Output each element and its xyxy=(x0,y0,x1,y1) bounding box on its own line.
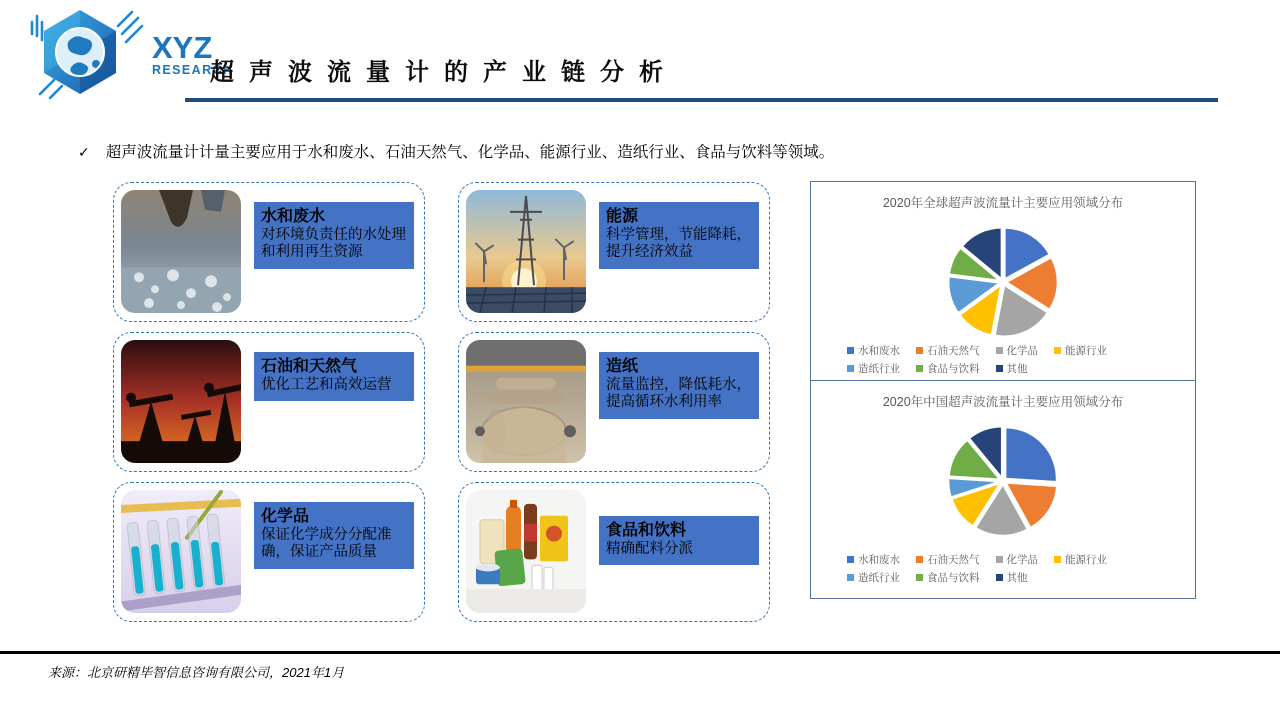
legend-item xyxy=(1054,343,1107,358)
legend-label: 水和废水 xyxy=(858,554,900,566)
logo-brand: XYZ xyxy=(152,30,213,66)
card-oil-gas xyxy=(113,332,425,472)
global-pie-chart xyxy=(933,223,1073,341)
legend-row xyxy=(847,343,1159,358)
paper-image xyxy=(466,340,586,463)
card-energy xyxy=(458,182,770,322)
legend-item xyxy=(916,343,980,358)
checkmark-icon: ✓ xyxy=(78,144,90,160)
legend-label: 能源行业 xyxy=(1065,345,1107,357)
card-textbox xyxy=(254,202,414,269)
card-textbox xyxy=(599,352,759,419)
card-title: 能源 xyxy=(606,208,639,225)
legend-label: 其他 xyxy=(1006,572,1028,584)
card-water-wastewater xyxy=(113,182,425,322)
legend-item xyxy=(916,552,980,567)
legend-item xyxy=(916,570,980,585)
intro-text: 超声波流量计计量主要应用于水和废水、石油天然气、化学品、能源行业、造纸行业、食品与饮料等领域。 xyxy=(105,144,835,161)
legend-label: 化学品 xyxy=(1006,345,1038,357)
legend-label: 食品与饮料 xyxy=(927,363,980,375)
legend-item xyxy=(916,361,980,376)
chart-title: 2020年全球超声波流量计主要应用领域分布 xyxy=(882,196,1124,210)
logo xyxy=(28,4,233,100)
legend-label: 造纸行业 xyxy=(858,572,900,584)
legend-swatch-icon xyxy=(847,347,854,354)
legend-swatch-icon xyxy=(1054,556,1061,563)
legend-swatch-icon xyxy=(916,347,923,354)
card-desc: 流量监控，降低耗水，提高循环水利用率 xyxy=(606,377,751,411)
card-food-beverage xyxy=(458,482,770,622)
title-underline xyxy=(185,98,1218,102)
legend-row xyxy=(847,552,1159,567)
card-title: 石油和天然气 xyxy=(261,358,358,375)
card-title: 化学品 xyxy=(261,508,310,525)
legend-label: 造纸行业 xyxy=(858,363,900,375)
card-desc: 优化工艺和高效运营 xyxy=(261,377,392,393)
legend-swatch-icon xyxy=(996,347,1003,354)
legend-label: 能源行业 xyxy=(1065,554,1107,566)
chart-global xyxy=(810,181,1196,381)
card-chemicals xyxy=(113,482,425,622)
legend-label: 食品与饮料 xyxy=(927,572,980,584)
pie-slice-0 xyxy=(1006,428,1057,482)
legend-swatch-icon xyxy=(996,556,1003,563)
legend-swatch-icon xyxy=(996,365,1003,372)
legend-row xyxy=(847,570,1159,585)
legend-swatch-icon xyxy=(847,365,854,372)
card-title: 食品和饮料 xyxy=(606,522,687,539)
legend-item xyxy=(996,361,1028,376)
legend-row xyxy=(847,361,1159,376)
legend-swatch-icon xyxy=(1054,347,1061,354)
legend-label: 石油天然气 xyxy=(927,554,980,566)
legend-swatch-icon xyxy=(916,556,923,563)
legend-item xyxy=(847,343,900,358)
legend-item xyxy=(847,361,900,376)
legend-item xyxy=(847,570,900,585)
energy-image xyxy=(466,190,586,313)
chemicals-image xyxy=(121,490,241,613)
card-title: 水和废水 xyxy=(261,208,326,225)
legend-swatch-icon xyxy=(916,365,923,372)
footer-divider xyxy=(0,651,1280,654)
chart-legend xyxy=(847,343,1159,376)
page-title: 超声波流量计的产业链分析 xyxy=(210,59,678,86)
card-title: 造纸 xyxy=(606,358,639,375)
card-desc: 精确配料分派 xyxy=(606,541,693,557)
china-pie-chart xyxy=(933,422,1073,540)
legend-swatch-icon xyxy=(847,556,854,563)
legend-item xyxy=(847,552,900,567)
intro-bullet xyxy=(78,140,834,162)
legend-label: 石油天然气 xyxy=(927,345,980,357)
legend-item xyxy=(996,552,1039,567)
card-desc: 对环境负责任的水处理和利用再生资源 xyxy=(261,227,406,261)
application-cards xyxy=(113,182,770,622)
chart-legend xyxy=(847,552,1159,585)
water-wastewater-image xyxy=(121,190,241,313)
oil-gas-image xyxy=(121,340,241,463)
card-textbox xyxy=(254,352,414,401)
legend-label: 其他 xyxy=(1006,363,1028,375)
legend-swatch-icon xyxy=(916,574,923,581)
legend-label: 化学品 xyxy=(1006,554,1038,566)
legend-label: 水和废水 xyxy=(858,345,900,357)
card-desc: 保证化学成分分配准确，保证产品质量 xyxy=(261,527,392,561)
card-desc: 科学管理，节能降耗，提升经济效益 xyxy=(606,227,751,261)
card-textbox xyxy=(599,202,759,269)
legend-swatch-icon xyxy=(847,574,854,581)
chart-title: 2020年中国超声波流量计主要应用领域分布 xyxy=(882,395,1124,409)
legend-swatch-icon xyxy=(996,574,1003,581)
logo-hexagon-globe-icon xyxy=(28,4,150,100)
legend-item xyxy=(996,343,1039,358)
chart-china xyxy=(810,380,1196,599)
charts-panel xyxy=(810,181,1196,599)
legend-item xyxy=(996,570,1028,585)
legend-item xyxy=(1054,552,1107,567)
logo-sub: RESEARCH xyxy=(152,62,234,77)
source-note: 来源：北京研精毕智信息咨询有限公司，2021年1月 xyxy=(48,665,345,680)
card-paper xyxy=(458,332,770,472)
food-beverage-image xyxy=(466,490,586,613)
card-textbox xyxy=(254,502,414,569)
card-textbox xyxy=(599,516,759,565)
